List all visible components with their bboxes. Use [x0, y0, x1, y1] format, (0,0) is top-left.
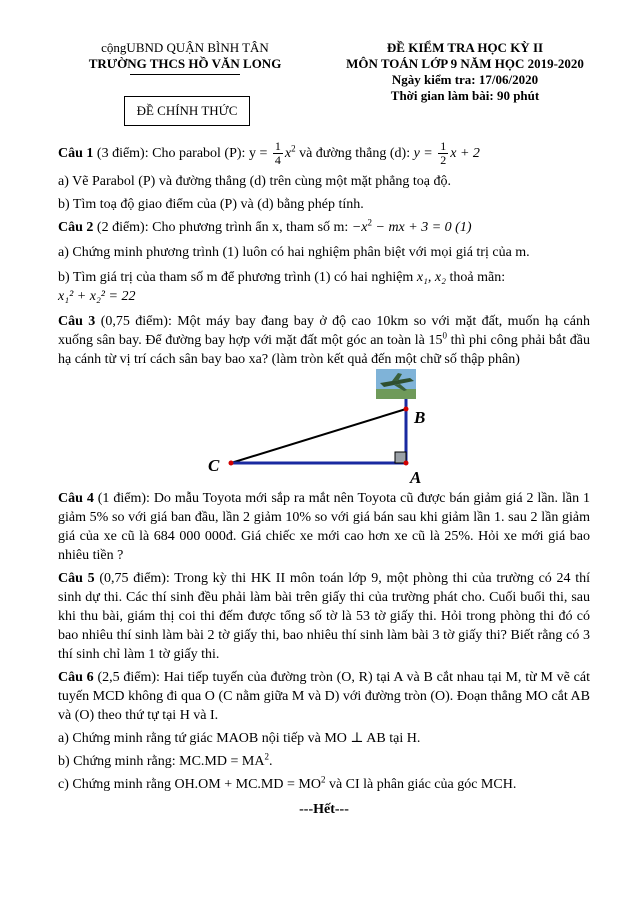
q5-stem: Câu 5 (0,75 điểm): Trong kỳ thi HK II môn toán lớp 9, một phòng thi của trường có 24 thí sinh dự thi. Các thí sinh đều phải làm bài trên giấy thi của trường phát cho. Cuối buổi thi, sau khi thu bài, giám thị coi thi đếm được tổng số tờ là 53 tờ giấy thi. Hỏi trong phòng thi đó có bao nhiêu thí sinh làm bài 2 tờ giấy thi, bao nhiêu thí sinh làm bài 3 tờ giấy thi? Biết rằng có 3 thí sinh chỉ làm 1 tờ giấy thi. — [58, 571, 591, 662]
exam-title: ĐỀ KIỂM TRA HỌC KỲ II — [386, 40, 544, 55]
q2-eq-b: − mx + 3 = 0 (1) — [372, 220, 472, 235]
q3-label: Câu 3 — [58, 314, 96, 329]
q2-eq-exp: 2 — [367, 217, 372, 228]
exam-subject: MÔN TOÁN LỚP 9 NĂM HỌC 2019-2020 — [346, 56, 584, 71]
q6-label: Câu 6 — [58, 670, 94, 685]
q4-stem: Câu 4 (1 điểm): Do mẫu Toyota mới sắp ra mắt nên Toyota cũ được bán giảm giá 2 lần. lần 1 giảm 5% so với giá ban đầu, lần 2 giảm 10% so với giá bán sau khi giảm lần 1. sau 2 lần giảm giá của xe cũ là 684 000 000đ. Giá chiếc xe mới cao hơn xe cũ là 25%. Hỏi xe mới giá bao nhiêu tiền ? — [58, 491, 590, 563]
q6-part-a: a) Chứng minh rằng tứ giác MAOB nội tiếp và MO ⊥ AB tại H. — [58, 731, 421, 746]
q2-stem — [58, 218, 590, 237]
q1-d-rest: x + 2 — [450, 146, 480, 161]
exam-date: Ngày kiểm tra: 17/06/2020 — [391, 72, 539, 87]
header-rule — [130, 74, 240, 75]
label-b: B — [414, 408, 426, 427]
airplane-icon — [376, 369, 416, 399]
point-c-dot — [229, 461, 234, 466]
q1-p-exp: 2 — [291, 143, 296, 154]
q6-stem: Câu 6 (2,5 điểm): Hai tiếp tuyến của đường tròn (O, R) tại A và B cắt nhau tại M, từ M vẽ cát tuyến MCD không đi qua O (C nằm giữa M và D) với đường tròn (O). Đoạn thẳng MO cắt AB và (O) theo thứ tự tại H và I. — [58, 670, 590, 723]
q1-d-fraction: $\frac{1}{2}$ — [440, 139, 447, 168]
header-right — [320, 40, 610, 104]
exam-body — [58, 140, 590, 819]
q1-p-var: x — [284, 146, 292, 161]
q1-label: Câu 1 — [58, 146, 94, 161]
q1-intro: (3 điểm): Cho parabol (P): — [93, 146, 249, 161]
triangle-diagram — [58, 369, 590, 489]
q1-part-b: b) Tìm toạ độ giao điểm của (P) và (d) bằng phép tính. — [58, 197, 364, 212]
q1-p-lhs: y = — [248, 146, 268, 161]
q2-intro: (2 điểm): Cho phương trình ẩn x, tham số m: — [93, 220, 352, 235]
official-stamp: ĐỀ CHÍNH THỨC — [124, 96, 250, 126]
q2-part-a: a) Chứng minh phương trình (1) luôn có hai nghiệm phân biệt với mọi giá trị của m. — [58, 245, 530, 260]
q5-label: Câu 5 — [58, 571, 95, 586]
point-b-dot — [404, 407, 409, 412]
q1-mid: và đường thẳng (d): — [295, 146, 414, 161]
q2-eq-a: −x — [351, 220, 368, 235]
header-left — [70, 40, 300, 75]
q1-p-fraction: $\frac{1}{4}$ — [274, 139, 281, 168]
q6-part-b: b) Chứng minh rằng: $MC.MD = MA^2$. — [58, 751, 273, 769]
end-marker: ---Hết--- — [299, 802, 349, 817]
q4-label: Câu 4 — [58, 491, 94, 506]
q2-condition: x₁² + x₂² = 22 — [58, 289, 136, 304]
exam-duration: Thời gian làm bài: 90 phút — [390, 88, 540, 103]
q2-label: Câu 2 — [58, 220, 94, 235]
q1-d-lhs: y = — [413, 146, 433, 161]
q2-part-b: b) Tìm giá trị của tham số m để phương trình (1) có hai nghiệm x₁, x₂ thoả mãn: x₁² + x₂² = 22 — [58, 270, 506, 304]
q3-degree: 0 — [442, 330, 447, 341]
school-name: TRƯỜNG THCS HỒ VĂN LONG — [88, 56, 282, 71]
q6-part-c: c) Chứng minh rằng $OH.OM + MC.MD = MO^2$ và CI là phân giác của góc MCH. — [58, 774, 517, 792]
label-c: C — [208, 456, 220, 475]
q3-triangle-figure — [58, 369, 590, 489]
q2-roots: x₁, x₂ — [416, 270, 446, 285]
hypotenuse-cb — [231, 409, 406, 463]
district-name: cộngUBND QUẬN BÌNH TÂN — [101, 40, 269, 55]
q1-stem — [58, 140, 590, 168]
q1-part-a: a) Vẽ Parabol (P) và đường thẳng (d) trên cùng một mặt phẳng toạ độ. — [58, 174, 452, 189]
label-a: A — [410, 468, 422, 487]
point-a-dot — [404, 461, 409, 466]
q3-stem: Câu 3 (0,75 điểm): Một máy bay đang bay ở độ cao 10km so với mặt đất, muốn hạ cánh xuống sân bay. Để đường bay hợp với mặt đất một góc an toàn là $15^0$ thì phi công phải bắt đầu hạ cánh từ vị trí cách sân bay bao xa? (làm tròn kết quả đến một chữ số thập phân) — [58, 314, 590, 367]
